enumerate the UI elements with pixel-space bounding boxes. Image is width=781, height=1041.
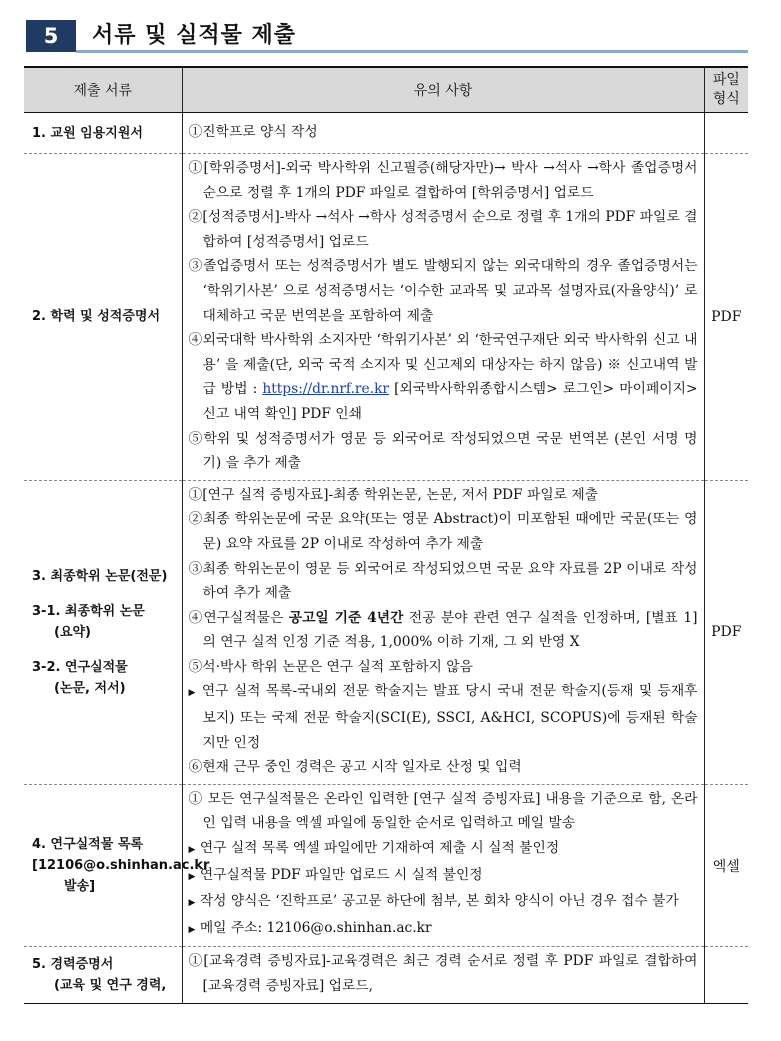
note-item: ③졸업증명서 또는 성적증명서가 별도 발행되지 않는 외국대학의 경우 졸업증명서는 ‘학위기사본’ 으로 성적증명서는 ‘이수한 교과목 및 교과목 설명자료(자율양식)’ 로 대체하고 국문 번역본을 포함하여 제출 (188, 258, 698, 324)
bullet-item (189, 679, 698, 755)
note-item: ①[연구 실적 증빙자료]-최종 학위논문, 논문, 저서 PDF 파일로 제출 (188, 486, 599, 503)
doc-name-group (24, 947, 182, 1003)
section-title: 서류 및 실적물 제출 (92, 23, 296, 48)
doc-name-group (24, 784, 210, 947)
table-row (24, 480, 748, 784)
file-format (704, 113, 748, 154)
triangle-bullet-icon: ▶ (188, 924, 196, 935)
doc-name: 1. 교원 임용지원서 (24, 113, 182, 154)
bullet-item (189, 889, 698, 916)
triangle-bullet-icon: ▶ (188, 688, 197, 699)
header-file-type-line2: 형식 (712, 91, 740, 107)
file-format: PDF (704, 154, 748, 481)
triangle-bullet-icon: ▶ (188, 845, 196, 856)
note-item: ① 모든 연구실적물은 온라인 입력한 [연구 실적 증빙자료] 내용을 기준으로 함, 온라인 입력 내용을 엑셀 파일에 동일한 순서로 입력하고 메일 발송 (188, 790, 698, 832)
doc-name-sub: (요약) (54, 624, 91, 640)
table-row (24, 154, 748, 481)
note-text: 전공 분야 관련 연구 실적을 인정하며, [별표 1]의 연구 실적 인정 기준 적용, 1,000% 이하 기재, 그 외 반영 X (202, 609, 698, 651)
bullet-text: 작성 양식은 ‘진학프로’ 공고문 하단에 첨부, 본 회차 양식이 아닌 경우 접수 불가 (199, 893, 679, 910)
file-format: 엑셀 (704, 784, 748, 947)
section-number: 5 (26, 20, 76, 52)
note-item: ②최종 학위논문에 국문 요약(또는 영문 Abstract)이 미포함된 때에만 국문(또는 영문) 요약 자료를 2P 이내로 작성하여 추가 제출 (188, 511, 698, 552)
notes-cell (182, 113, 704, 154)
note-item (189, 606, 698, 655)
header-doc: 제출 서류 (24, 67, 182, 113)
table-header-row (24, 67, 748, 113)
triangle-bullet-icon: ▶ (188, 898, 196, 909)
doc-name: 3-2. 연구실적물 (32, 659, 128, 675)
doc-name: 3. 최종학위 논문(전문) (32, 568, 168, 584)
note-item: ⑥현재 근무 중인 경력은 공고 시작 일자로 산정 및 입력 (188, 759, 522, 776)
header-underline (76, 50, 748, 53)
bullet-text: 연구 실적 목록 엑셀 파일에만 기재하여 제출 시 실적 불인정 (199, 840, 560, 857)
note-text: [외국박사학위종합시스템> 로그인> 마이페이지> 신고 내역 확인] PDF 인쇄 (202, 381, 698, 422)
notes-cell (182, 784, 704, 947)
table-row (24, 947, 748, 1003)
section-header (26, 20, 748, 54)
doc-name: 3-1. 최종학위 논문 (32, 603, 145, 619)
note-item: ⑤석·박사 학위 논문은 연구 실적 포함하지 않음 (188, 658, 473, 675)
doc-name: 2. 학력 및 성적증명서 (24, 154, 182, 481)
header-file-type-line1: 파일 (712, 72, 740, 88)
note-item: ①[교육경력 증빙자료]-교육경력은 최근 경력 순서로 정렬 후 PDF 파일로 결합하여 [교육경력 증빙자료] 업로드, (188, 953, 698, 994)
doc-email: [12106@o.shinhan.ac.kr (32, 858, 210, 874)
note-item: ③최종 학위논문이 영문 등 외국어로 작성되었으면 국문 요약 자료를 2P 이내로 작성하여 추가 제출 (188, 560, 698, 602)
file-format: PDF (704, 480, 748, 784)
bullet-item (189, 863, 698, 890)
doc-name: 4. 연구실적물 목록 (32, 837, 143, 853)
note-item: ②[성적증명서]-박사 →석사 →학사 성적증명서 순으로 정렬 후 1개의 PDF 파일로 결합하여 [성적증명서] 업로드 (188, 209, 698, 250)
notes-cell (182, 154, 704, 481)
note-text: ④외국대학 박사학위 소지자만 ‘학위기사본’ 외 ‘한국연구재단 외국 박사학위 신고 내용’ 을 제출(단, 외국 국적 소지자 및 신고제외 대상자는 하지 않음) ※ 신고내역 발급 방법 : (188, 332, 698, 398)
doc-name-sub: (논문, 저서) (54, 680, 126, 696)
header-notes: 유의 사항 (182, 67, 704, 113)
doc-name-sub: 발송] (64, 879, 96, 895)
header-file-type (704, 67, 748, 113)
notes-cell (182, 480, 704, 784)
note-item: ①진학프로 양식 작성 (188, 123, 318, 140)
doc-name: 5. 경력증명서 (32, 957, 114, 972)
note-emphasis: 공고일 기준 4년간 (288, 609, 404, 626)
note-item: ①[학위증명서]-외국 박사학위 신고필증(해당자만)→ 박사 →석사 →학사 졸업증명서 순으로 정렬 후 1개의 PDF 파일로 결합하여 [학위증명서] 업로드 (188, 160, 698, 201)
bullet-item (189, 836, 698, 863)
table-row (24, 784, 748, 947)
mail-address: 메일 주소: 12106@o.shinhan.ac.kr (199, 919, 432, 936)
note-text: ④연구실적물은 (188, 609, 284, 626)
table-row (24, 113, 748, 154)
document-requirements-table (24, 66, 748, 1004)
note-item (189, 328, 698, 426)
bullet-text: 연구 실적 목록-국내외 전문 학술지는 발표 당시 국내 전문 학술지(등재 및 등재후보지) 또는 국제 전문 학술지(SCI(E), SSCI, A&HCI, SCOPUS)에 등재된 학술지만 인정 (201, 683, 698, 751)
bullet-text: 연구실적물 PDF 파일만 업로드 시 실적 불인정 (199, 866, 483, 883)
notes-cell (182, 947, 704, 1003)
note-item: ⑤학위 및 성적증명서가 영문 등 외국어로 작성되었으면 국문 번역본 (본인 서명 명기) 을 추가 제출 (188, 430, 698, 472)
bullet-item (189, 916, 698, 943)
triangle-bullet-icon: ▶ (188, 871, 196, 882)
doc-name-sub: (교육 및 연구 경력, (54, 978, 167, 993)
file-format (704, 947, 748, 1003)
doc-name-group (24, 480, 182, 784)
nrf-link[interactable]: https://dr.nrf.re.kr (262, 381, 390, 398)
